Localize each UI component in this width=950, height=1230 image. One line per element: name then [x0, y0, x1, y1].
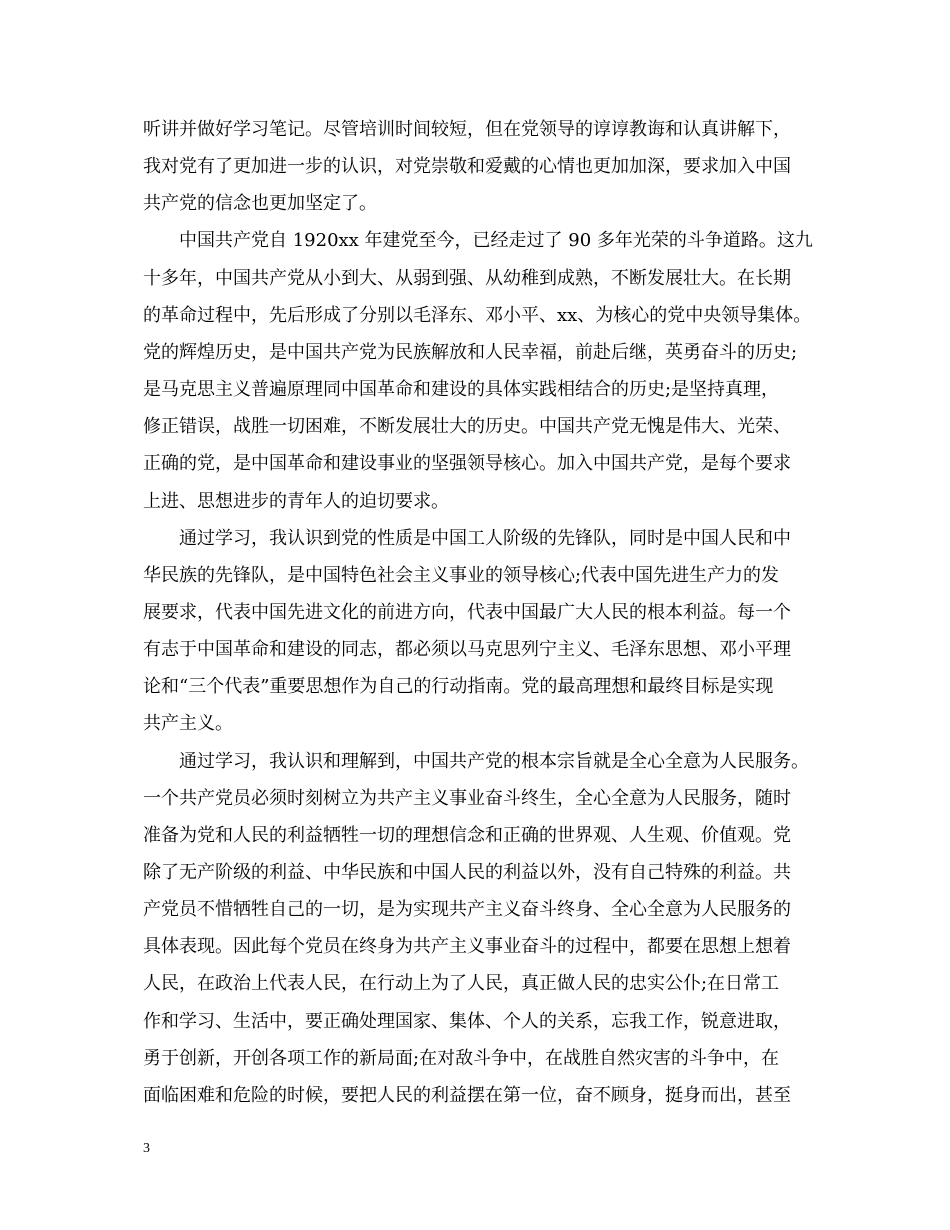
- text-line: 具体表现。因此每个党员在终身为共产主义事业奋斗的过程中，都要在思想上想着: [143, 936, 791, 958]
- text-line: 面临困难和危险的时候，要把人民的利益摆在第一位，奋不顾身，挺身而出，甚至: [143, 1084, 791, 1106]
- text-line: 党的辉煌历史，是中国共产党为民族解放和人民幸福，前赴后继，英勇奋斗的历史;: [143, 341, 798, 363]
- text-line: 十多年，中国共产党从小到大、从弱到强、从幼稚到成熟，不断发展壮大。在长期: [143, 267, 791, 289]
- text-line: 展要求，代表中国先进文化的前进方向，代表中国最广大人民的根本利益。每一个: [143, 601, 791, 623]
- text-line: 通过学习，我认识到党的性质是中国工人阶级的先锋队，同时是中国人民和中: [143, 527, 791, 549]
- text-line: 的革命过程中，先后形成了分别以毛泽东、邓小平、xx、为核心的党中央领导集体。: [143, 304, 812, 326]
- text-line: 是马克思主义普遍原理同中国革命和建设的具体实践相结合的历史;是坚持真理，: [143, 379, 780, 401]
- text-line: 勇于创新，开创各项工作的新局面;在对敌斗争中，在战胜自然灾害的斗争中，在: [143, 1047, 780, 1069]
- text-line: 产党员不惜牺牲自己的一切，是为实现共产主义奋斗终身、全心全意为人民服务的: [143, 899, 791, 921]
- text-line: 人民，在政治上代表人民，在行动上为了人民，真正做人民的忠实公仆;在日常工: [143, 973, 780, 995]
- text-line: 华民族的先锋队，是中国特色社会主义事业的领导核心;代表中国先进生产力的发: [143, 564, 780, 586]
- text-line: 准备为党和人民的利益牺牲一切的理想信念和正确的世界观、人生观、价值观。党: [143, 824, 791, 846]
- text-line: 上进、思想进步的青年人的迫切要求。: [143, 490, 449, 512]
- text-line: 论和“三个代表”重要思想作为自己的行动指南。党的最高理想和最终目标是实现: [143, 676, 774, 698]
- text-line: 正确的党，是中国革命和建设事业的坚强领导核心。加入中国共产党，是每个要求: [143, 453, 791, 475]
- text-line: 中国共产党自 1920xx 年建党至今，已经走过了 90 多年光荣的斗争道路。这九: [143, 230, 813, 252]
- text-line: 修正错误，战胜一切困难，不断发展壮大的历史。中国共产党无愧是伟大、光荣、: [143, 416, 791, 438]
- text-line: 我对党有了更加进一步的认识，对党崇敬和爱戴的心情也更加加深，要求加入中国: [143, 156, 791, 178]
- text-line: 有志于中国革命和建设的同志，都必须以马克思列宁主义、毛泽东思想、邓小平理: [143, 639, 791, 661]
- text-line: 通过学习，我认识和理解到，中国共产党的根本宗旨就是全心全意为人民服务。: [143, 750, 809, 772]
- text-line: 共产主义。: [143, 713, 233, 735]
- text-line: 一个共产党员必须时刻树立为共产主义事业奋斗终生，全心全意为人民服务，随时: [143, 787, 791, 809]
- text-line: 作和学习、生活中，要正确处理国家、集体、个人的关系，忘我工作，锐意进取，: [143, 1010, 791, 1032]
- text-line: 听讲并做好学习笔记。尽管培训时间较短，但在党领导的谆谆教诲和认真讲解下，: [143, 119, 791, 140]
- text-line: 共产党的信念也更加坚定了。: [143, 193, 377, 215]
- page-number: 3: [143, 1141, 150, 1156]
- text-line: 除了无产阶级的利益、中华民族和中国人民的利益以外，没有自己特殊的利益。共: [143, 862, 791, 883]
